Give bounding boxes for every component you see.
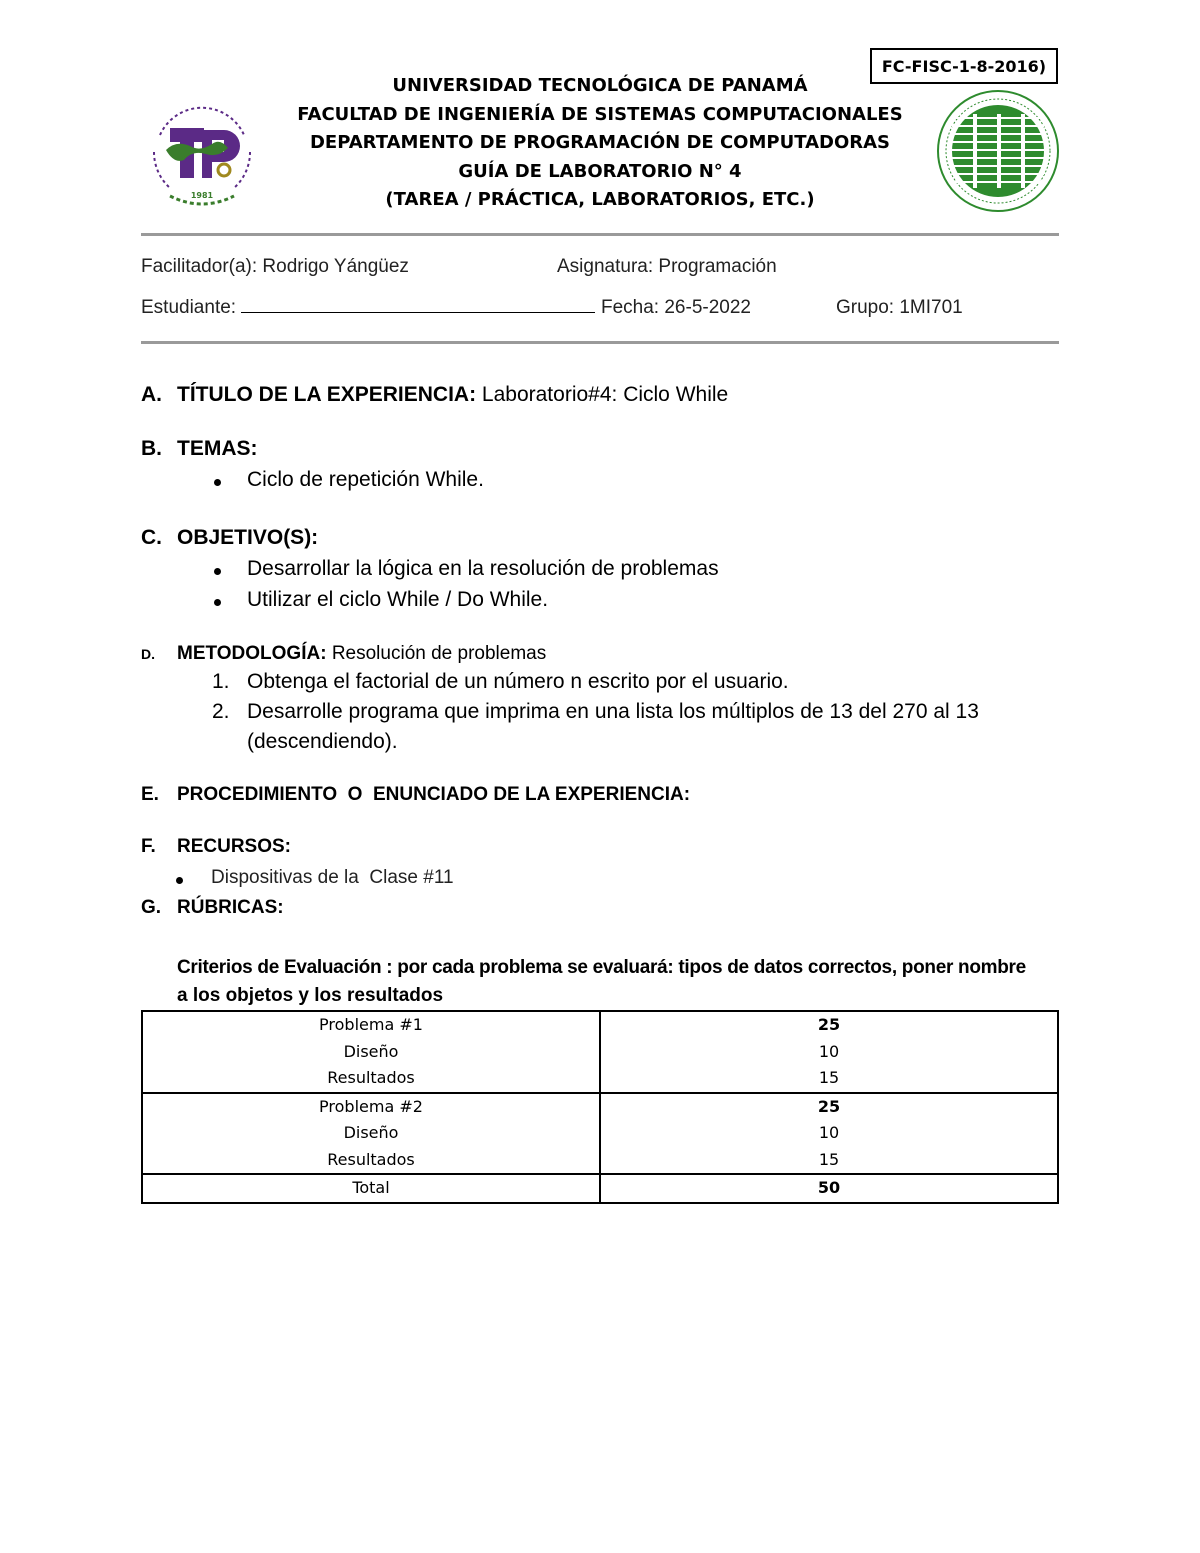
bullet-icon (176, 877, 183, 884)
bullet-icon (214, 568, 221, 575)
section-title: RÚBRICAS: (177, 897, 284, 918)
section-d (141, 643, 546, 665)
fisc-logo (935, 88, 1061, 214)
header-rule-bottom (141, 341, 1059, 344)
document-header (200, 72, 1000, 215)
group: Grupo: 1MI701 (836, 297, 963, 318)
section-title: METODOLOGÍA: (177, 643, 327, 664)
subject: Asignatura: Programación (557, 256, 777, 277)
points-cell: 25 10 15 (600, 1011, 1058, 1093)
section-g (141, 897, 284, 919)
faculty-name: FACULTAD DE INGENIERÍA DE SISTEMAS COMPUTACIONALES (297, 103, 903, 125)
total-points-cell: 50 (600, 1174, 1058, 1203)
svg-text:1981: 1981 (190, 191, 214, 200)
facilitator: Facilitador(a): Rodrigo Yángüez (141, 256, 409, 277)
section-f (141, 836, 291, 858)
methodology-value: Resolución de problemas (331, 643, 547, 664)
student-field (141, 297, 595, 319)
experience-title: Laboratorio#4: Ciclo While (481, 383, 729, 406)
points-cell: 25 10 15 (600, 1093, 1058, 1175)
guide-title: GUÍA DE LABORATORIO N° 4 (458, 160, 742, 182)
section-b (141, 437, 258, 461)
section-letter: D. (141, 646, 155, 662)
section-letter: C. (141, 526, 162, 549)
section-title: PROCEDIMIENTO O ENUNCIADO DE LA EXPERIENCIA: (177, 784, 691, 805)
section-letter: F. (141, 836, 156, 857)
section-c (141, 526, 318, 550)
total-label-cell: Total (142, 1174, 600, 1203)
guide-type: (TAREA / PRÁCTICA, LABORATORIOS, ETC.) (385, 189, 815, 210)
department-name: DEPARTAMENTO DE PROGRAMACIÓN DE COMPUTADORAS (309, 132, 891, 153)
student-label: Estudiante: (141, 297, 237, 318)
rubric-table (141, 1010, 1059, 1204)
evaluation-criteria: Criterios de Evaluación : por cada problema se evaluará: tipos de datos correctos, poner nombre a los objetos y los resultados (177, 957, 1026, 1006)
section-letter: A. (141, 383, 162, 406)
criteria-cell: Problema #2 Diseño Resultados (142, 1093, 600, 1175)
section-letter: E. (141, 784, 159, 805)
section-letter: G. (141, 897, 162, 918)
section-title: OBJETIVO(S): (177, 526, 319, 549)
section-title: RECURSOS: (177, 836, 292, 857)
university-name: UNIVERSIDAD TECNOLÓGICA DE PANAMÁ (392, 75, 808, 96)
header-rule-top (141, 233, 1059, 236)
form-code: FC-FISC-1-8-2016) (870, 48, 1058, 84)
section-a (141, 383, 728, 407)
section-title: TÍTULO DE LA EXPERIENCIA: (177, 383, 477, 406)
section-letter: B. (141, 437, 162, 460)
utp-logo (140, 90, 265, 215)
section-e (141, 784, 690, 806)
table-row-total (142, 1174, 1058, 1203)
section-title: TEMAS: (177, 437, 258, 460)
criteria-cell: Problema #1 Diseño Resultados (142, 1011, 600, 1093)
bullet-icon (214, 599, 221, 606)
date: Fecha: 26-5-2022 (601, 297, 751, 318)
table-row (142, 1011, 1058, 1093)
student-blank-line (241, 311, 595, 313)
table-row (142, 1093, 1058, 1175)
bullet-icon (214, 479, 221, 486)
